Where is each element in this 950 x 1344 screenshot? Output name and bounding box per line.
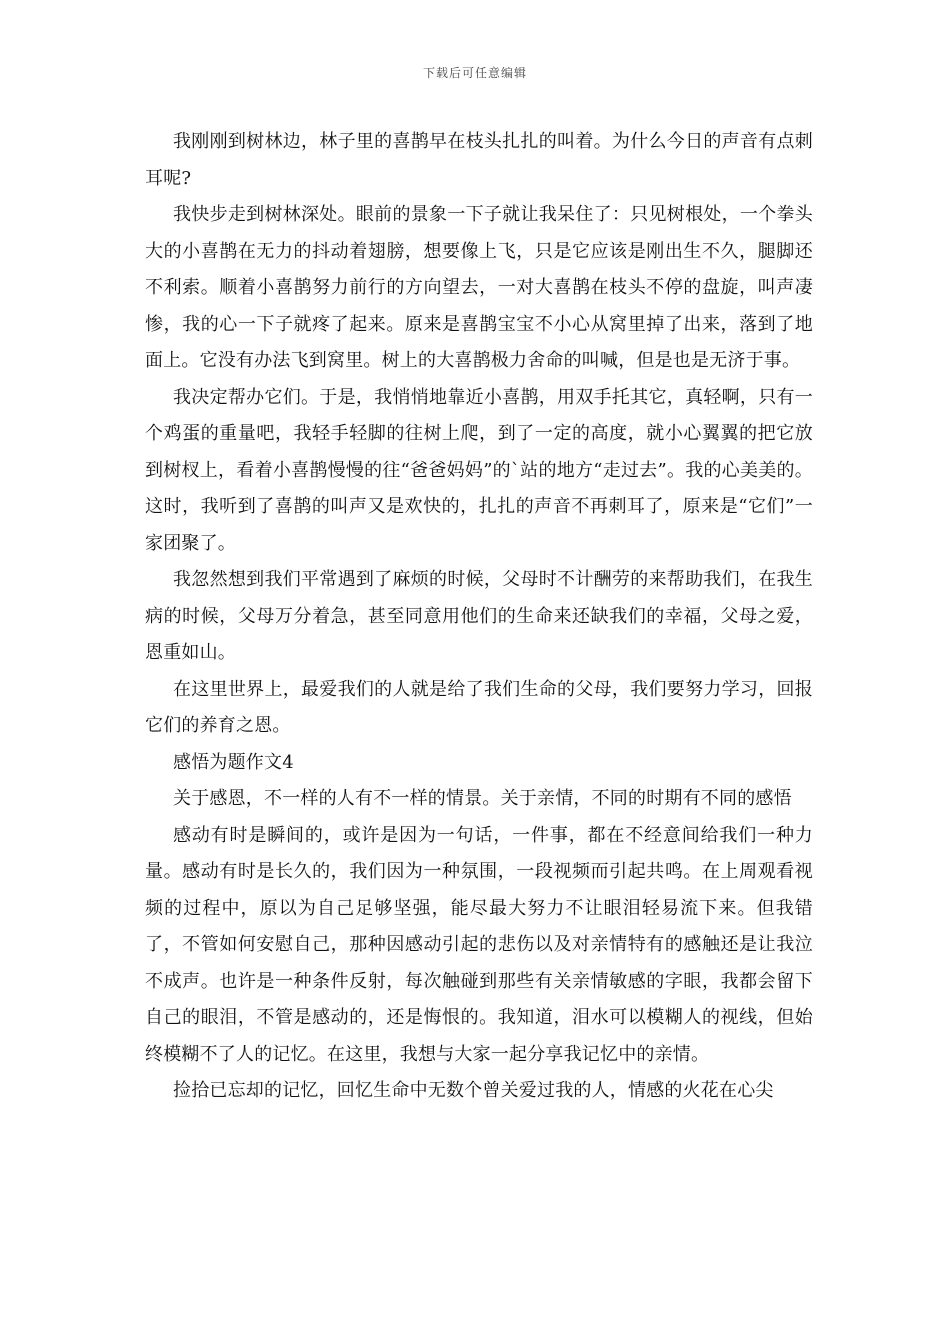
document-body [145, 124, 813, 1110]
paragraph: 在这里世界上，最爱我们的人就是给了我们生命的父母，我们要努力学习，回报它们的养育之恩。 [145, 678, 813, 736]
paragraph: 我快步走到树林深处。眼前的景象一下子就让我呆住了：只见树根处，一个拳头大的小喜鹊在无力的抖动着翅膀，想要像上飞，只是它应该是刚出生不久，腿脚还不利索。顺着小喜鹊努力前行的方向望去，一对大喜鹊在枝头不停的盘旋，叫声凄惨，我的心一下子就疼了起来。原来是喜鹊宝宝不小心从窝里掉了出来，落到了地面上。它没有办法飞到窝里。树上的大喜鹊极力舍命的叫喊，但是也是无济于事。 [145, 204, 813, 371]
paragraph: 我刚刚到树林边，林子里的喜鹊早在枝头扎扎的叫着。为什么今日的声音有点刺耳呢? [145, 131, 813, 189]
paragraph: 感动有时是瞬间的，或许是因为一句话，一件事，都在不经意间给我们一种力量。感动有时是长久的，我们因为一种氛围，一段视频而引起共鸣。在上周观看视频的过程中，原以为自己足够坚强，能尽最大努力不让眼泪轻易流下来。但我错了，不管如何安慰自己，那种因感动引起的悲伤以及对亲情特有的感触还是让我泣不成声。也许是一种条件反射，每次触碰到那些有关亲情敏感的字眼，我都会留下自己的眼泪，不管是感动的，还是悔恨的。我知道，泪水可以模糊人的视线，但始终模糊不了人的记忆。在这里，我想与大家一起分享我记忆中的亲情。 [145, 824, 813, 1065]
section-title: 感悟为题作文4 [173, 751, 294, 773]
paragraph: 关于感恩，不一样的人有不一样的情景。关于亲情，不同的时期有不同的感悟 [173, 788, 792, 809]
paragraph: 我决定帮办它们。于是，我悄悄地靠近小喜鹊，用双手托其它，真轻啊，只有一个鸡蛋的重量吧，我轻手轻脚的往树上爬，到了一定的高度，就小心翼翼的把它放到树杈上，看着小喜鹊慢慢的往“爸爸妈妈”的`站的地方“走过去”。我的心美美的。这时，我听到了喜鹊的叫声又是欢快的，扎扎的声音不再刺耳了，原来是“它们”一家团聚了。 [145, 386, 813, 554]
paragraph: 我忽然想到我们平常遇到了麻烦的时候，父母时不计酬劳的来帮助我们，在我生病的时候，父母万分着急，甚至同意用他们的生命来还缺我们的幸福，父母之爱，恩重如山。 [145, 569, 813, 663]
paragraph: 捡拾已忘却的记忆，回忆生命中无数个曾关爱过我的人，情感的火花在心尖 [173, 1080, 774, 1101]
page-header: 下载后可任意编辑 [422, 66, 527, 80]
